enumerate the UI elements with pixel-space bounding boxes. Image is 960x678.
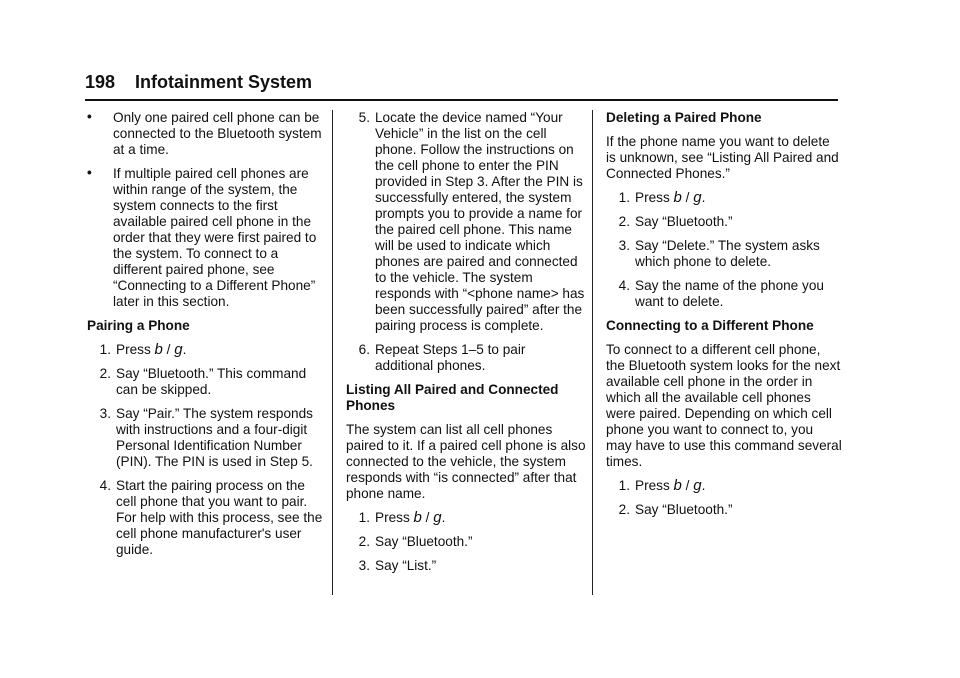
listing-paragraph: The system can list all cell phones paired to it. If a paired cell phone is also connected to the vehicle, the system responds with “is connected” after that phone name. [346,422,586,501]
bullet-marker: • [87,109,92,124]
pairing-heading: Pairing a Phone [87,318,190,333]
page-header [85,72,838,100]
bullet-text: If multiple paired cell phones are within range of the system, the system connects to the first available paired cell phone in the order that they were first paired to the system. To connect to a different paired phone, see “Connecting to a Different Phone” later in this section. [113,166,317,309]
column-3 [606,110,842,526]
bullet-text: Only one paired cell phone can be connected to the Bluetooth system at a time. [113,110,322,157]
deleting-paragraph: If the phone name you want to delete is unknown, see “Listing All Paired and Connected Phones.” [606,134,839,181]
step-text: Press [116,342,151,357]
step-text: Say “Bluetooth.” This command can be skipped. [116,366,307,397]
step-number: 2. [99,366,111,381]
step-item [606,278,842,310]
step-number: 3. [99,406,111,421]
step-number: 1. [358,510,370,525]
page-number: 198 [85,72,116,92]
voice-icon: g [433,509,442,526]
step-text: Say “Bluetooth.” [635,214,733,229]
call-icon: b [413,509,422,526]
deleting-heading: Deleting a Paired Phone [606,110,762,125]
step-item [606,238,842,270]
step-number: 2. [618,214,630,229]
step-item [346,342,586,374]
column-1 [87,110,327,566]
bullet-item [87,110,327,158]
connecting-paragraph: To connect to a different cell phone, the Bluetooth system looks for the next available cell phone in the order in which all the available cell phones were paired. Depending on which cell phone you want to connect to, you may have to use this command several times. [606,342,842,469]
step-item [346,110,586,334]
step-number: 2. [358,534,370,549]
step-item [87,366,327,398]
step-item [606,502,842,518]
step-text: Say “Pair.” The system responds with instructions and a four-digit Personal Identification Number (PIN). The PIN is used in Step 5. [116,406,313,469]
step-text: Repeat Steps 1–5 to pair additional phones. [375,342,526,373]
call-icon: b [673,189,682,206]
call-icon: b [154,341,163,358]
call-icon: b [673,477,682,494]
bullet-marker: • [87,165,92,180]
step-item [346,534,586,550]
step-item: 1. Press b / g. [87,342,327,358]
step-text: Say “List.” [375,558,437,573]
step-number: 3. [358,558,370,573]
column-2 [346,110,586,582]
step-item: 1. Press b / g. [606,190,842,206]
step-number: 4. [618,278,630,293]
voice-icon: g [693,189,702,206]
step-number: 1. [618,190,630,205]
step-number: 1. [99,342,111,357]
step-text: Locate the device named “Your Vehicle” in the list on the cell phone. Follow the instructions on the cell phone to enter the PIN provided in Step 3. After the PIN is successfully entered, the system prompts you to provide a name for the paired cell phone. This name will be used to indicate which phones are paired and connected to the vehicle. The system responds with “<phone name> has been successfully paired” after the pairing process is complete. [375,110,585,333]
voice-icon: g [174,341,183,358]
section-title: Infotainment System [135,72,313,92]
step-text: Press [375,510,410,525]
bullet-item [87,166,327,310]
column-divider [592,110,593,595]
step-text: Start the pairing process on the cell phone that you want to pair. For help with this process, see the cell phone manufacturer's user guide. [116,478,323,557]
step-text: Say “Bluetooth.” [635,502,733,517]
step-number: 1. [618,478,630,493]
step-item [606,214,842,230]
step-item [87,478,327,558]
listing-heading: Listing All Paired and Connected Phones [346,382,559,413]
step-text: Press [635,190,670,205]
step-text: Say “Bluetooth.” [375,534,473,549]
column-divider [332,110,333,595]
step-number: 4. [99,478,111,493]
voice-icon: g [693,477,702,494]
step-text: Press [635,478,670,493]
connecting-heading: Connecting to a Different Phone [606,318,814,333]
step-item [87,406,327,470]
step-text: Say “Delete.” The system asks which phone to delete. [635,238,820,269]
step-number: 2. [618,502,630,517]
step-item: 1. Press b / g. [346,510,586,526]
step-number: 5. [358,110,370,125]
step-item [346,558,586,574]
step-number: 3. [618,238,630,253]
step-item: 1. Press b / g. [606,478,842,494]
step-number: 6. [358,342,370,357]
header-rule [85,99,838,101]
step-text: Say the name of the phone you want to delete. [635,278,824,309]
